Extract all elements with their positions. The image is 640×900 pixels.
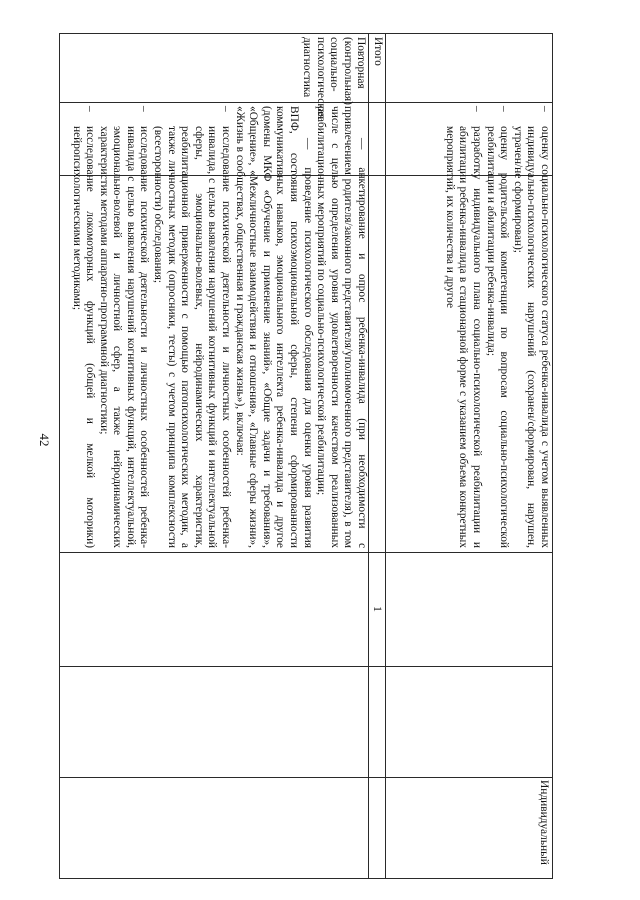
list-item: —проведение психологического обследования для оценки уровня развития ВПФ, состояния психоэмоциональной сферы, степени сформированности коммуникативных навыков, эмоционального интеллекта ребенка-инвалида и другое (домены МКФ «Обучение и применение знаний», «Общие задачи и требования», «Общение», «Межличностные взаимодействия и отношения», «Главные сферы жизни», «Жизнь в сообществах, общественная и гражданская жизнь»), включая: <box>233 106 314 548</box>
list-item: – исследование локомоторных функций (общей и мелкой моторики) нейропсихологическими методиками; <box>70 106 97 548</box>
total-label: Итого <box>372 37 384 66</box>
page-number: 42 <box>37 433 52 447</box>
repeat-activities-cell <box>58 102 369 552</box>
column-divider <box>60 777 552 778</box>
list-item: – оценку родительской компетенции по вопросам социально-психологической реабилитации и абилитации ребенка-инвалида; <box>484 106 511 548</box>
rehabilitation-table <box>59 33 553 879</box>
list-item: —анкетирование и опрос ребенка-инвалида (при необходимости с привлечением родителя/законного представителя/уполномоченного представителя), в том числе с целью определения уровня удовлетворенности качеством реализованных реабилитационных мероприятий по социально-психологической реабилитации; <box>315 106 368 548</box>
column-divider <box>60 552 552 553</box>
repeat-diagnostics-title: Повторная (контрольная) социально-психологическая диагностика <box>301 37 367 119</box>
list-item: – исследование психической деятельности и личностных особенностей ребенка-инвалида с целью выявления нарушений когнитивных функций, интеллектуальной, эмоционально-волевой и личностной сфер, а также нейродинамических характеристик методами аппаратно-программной диагностики; <box>97 106 151 548</box>
previous-activities-cell <box>386 102 552 552</box>
list-item: – исследование психической деятельности и личностных особенностей ребенка-инвалида, с целью выявления нарушений когнитивных функций и интеллектуальной сферы, эмоционально-волевых, нейродинамических характеристик, реабилитационной приверженности с помощью патопсихологических методик, а также личностных методик (опросники, тесты) с учетом принципа комплексности (всесторонности) обследования; <box>152 106 233 548</box>
service-form: Индивидуальный <box>538 780 550 865</box>
list-item: – оценку социально-психологического статуса ребенка-инвалида с учетом выявленных индивидуально-психологических нарушений (сохранен/сформирован, нарушен, утрачен/не сформирован); <box>511 106 551 548</box>
list-item: – разработку индивидуального плана социально-психологической реабилитации и абилитации ребенка-инвалида в стационарной форме с указанием объема конкретных мероприятий, их количества и другое <box>443 106 484 548</box>
total-count: 1 <box>371 606 385 612</box>
column-divider <box>60 666 552 667</box>
